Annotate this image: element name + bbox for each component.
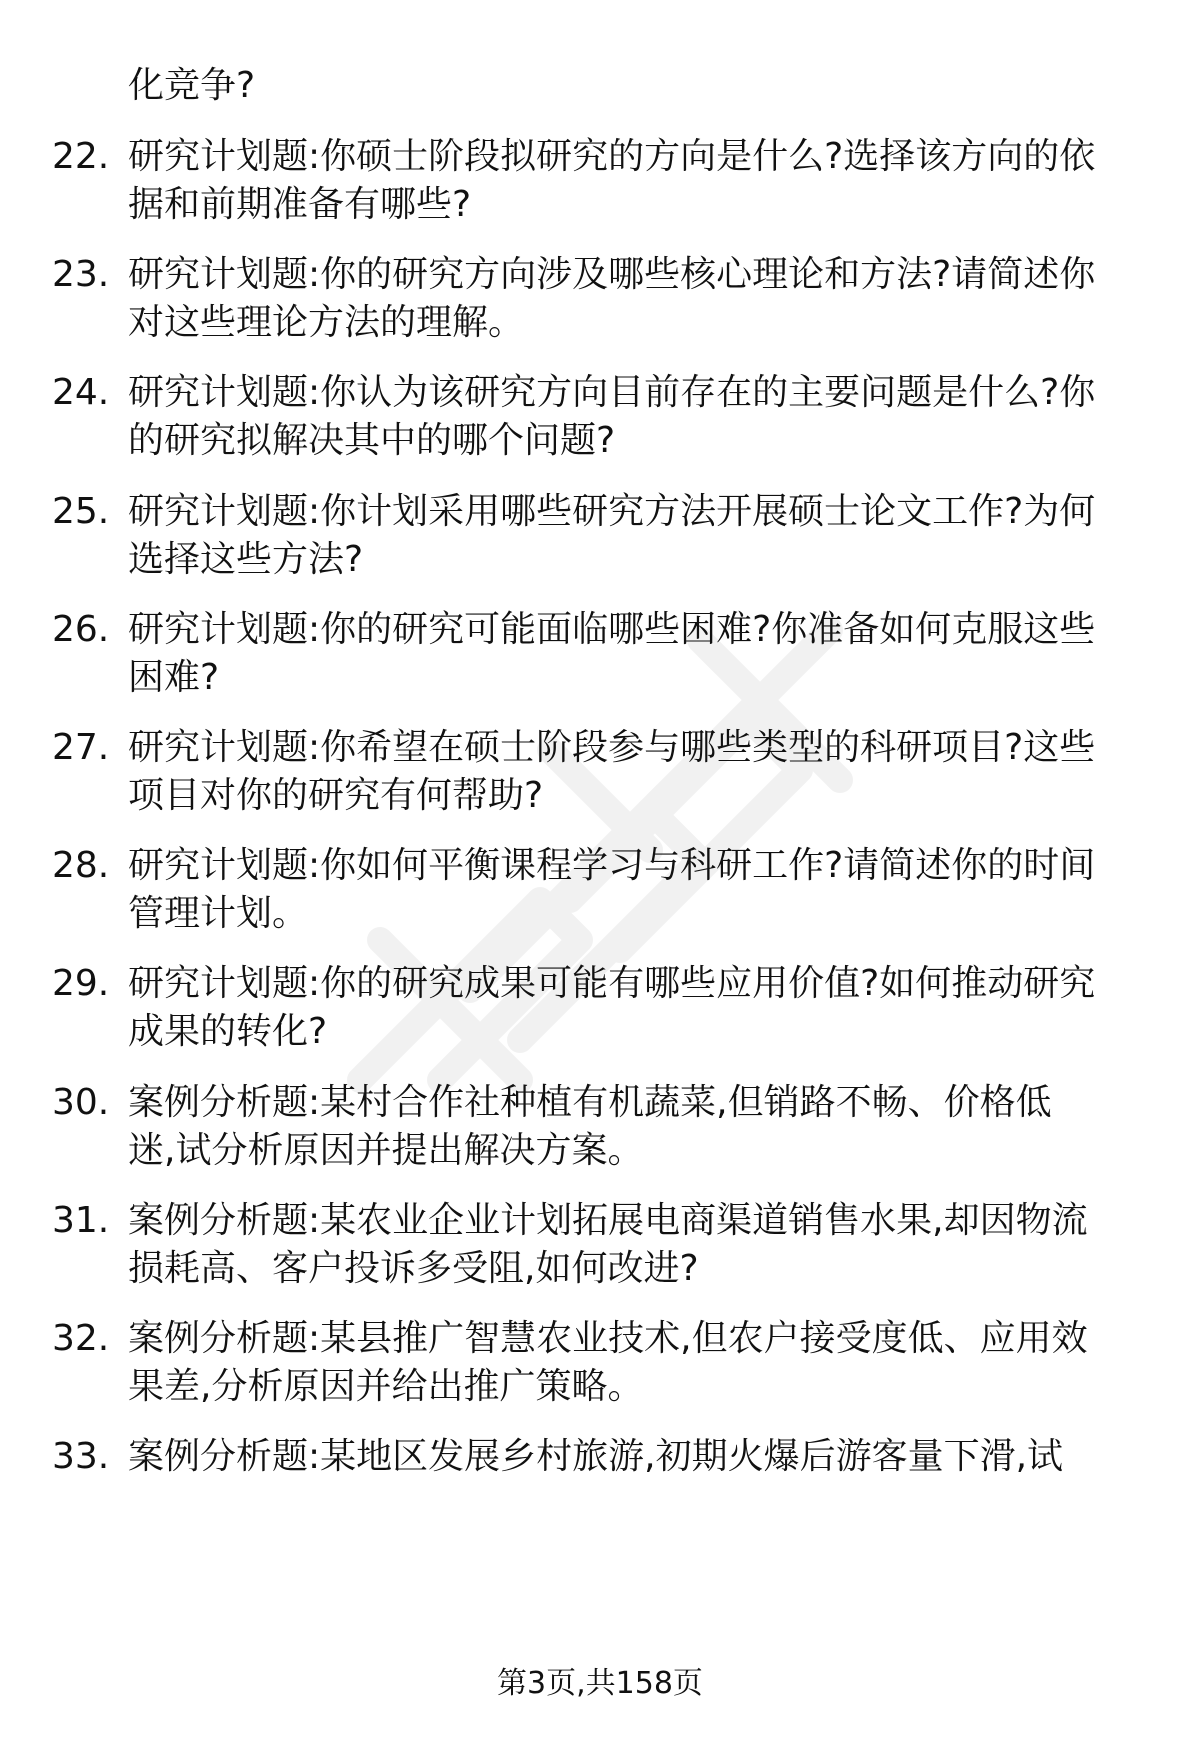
question-item xyxy=(0,842,1200,952)
question-number: 31. xyxy=(52,1199,110,1241)
page-number-footer: 第3页,共158页 xyxy=(497,1666,703,1701)
question-text-line: 研究计划题:你硕士阶段拟研究的方向是什么?选择该方向的依 xyxy=(128,136,1096,177)
question-text-line: 的研究拟解决其中的哪个问题? xyxy=(128,420,616,462)
question-item xyxy=(0,369,1200,479)
question-item xyxy=(0,960,1200,1070)
question-text-line: 研究计划题:你希望在硕士阶段参与哪些类型的科研项目?这些 xyxy=(128,727,1096,768)
question-text-line: 研究计划题:你的研究可能面临哪些困难?你准备如何克服这些 xyxy=(128,608,1096,650)
question-text-line: 对这些理论方法的理解。 xyxy=(128,302,525,344)
question-text xyxy=(128,724,1148,820)
question-item xyxy=(0,251,1200,361)
question-text-line: 管理计划。 xyxy=(128,893,309,935)
question-text-line: 案例分析题:某地区发展乡村旅游,初期火爆后游客量下滑,试 xyxy=(128,1436,1064,1478)
question-text xyxy=(128,842,1148,938)
question-text xyxy=(128,606,1148,702)
question-text xyxy=(128,1079,1148,1175)
question-text-line: 困难? xyxy=(128,656,220,698)
question-item xyxy=(0,1433,1200,1543)
question-text-line: 研究计划题:你如何平衡课程学习与科研工作?请简述你的时间 xyxy=(128,845,1096,887)
question-text-line: 研究计划题:你计划采用哪些研究方法开展硕士论文工作?为何 xyxy=(128,490,1096,532)
question-text-line: 果差,分析原因并给出推广策略。 xyxy=(128,1366,644,1407)
question-item xyxy=(0,1197,1200,1307)
question-text-line: 案例分析题:某农业企业计划拓展电商渠道销售水果,却因物流 xyxy=(128,1199,1088,1241)
question-text xyxy=(128,369,1148,465)
question-text xyxy=(128,251,1148,347)
question-text-line: 研究计划题:你的研究成果可能有哪些应用价值?如何推动研究 xyxy=(128,963,1096,1005)
question-number: 22. xyxy=(52,136,110,177)
question-number: 29. xyxy=(52,963,110,1005)
question-text-line: 成果的转化? xyxy=(128,1011,328,1053)
question-text xyxy=(128,1315,1148,1411)
question-text xyxy=(128,1433,1148,1481)
question-number: 24. xyxy=(52,372,110,414)
question-text-line: 项目对你的研究有何帮助? xyxy=(128,775,544,816)
question-number: 26. xyxy=(52,608,110,650)
question-text xyxy=(128,133,1148,229)
question-number: 32. xyxy=(52,1318,110,1359)
question-text-line: 案例分析题:某村合作社种植有机蔬菜,但销路不畅、价格低 xyxy=(128,1081,1052,1123)
question-text-line: 据和前期准备有哪些? xyxy=(128,184,472,225)
question-number: 23. xyxy=(52,254,110,296)
question-text-line: 案例分析题:某县推广智慧农业技术,但农户接受度低、应用效 xyxy=(128,1318,1088,1359)
question-text xyxy=(128,960,1148,1056)
question-item xyxy=(0,1315,1200,1425)
question-number: 25. xyxy=(52,490,110,532)
question-text-line: 损耗高、客户投诉多受阻,如何改进? xyxy=(128,1247,699,1289)
question-number: 30. xyxy=(52,1081,110,1123)
question-number: 33. xyxy=(52,1436,110,1478)
question-number: 27. xyxy=(52,727,110,768)
question-text xyxy=(128,1197,1148,1293)
question-text-line: 研究计划题:你认为该研究方向目前存在的主要问题是什么?你 xyxy=(128,372,1096,414)
question-text xyxy=(128,488,1148,584)
continued-question-text: 化竞争? xyxy=(128,65,256,106)
question-item xyxy=(0,1079,1200,1189)
question-item xyxy=(0,724,1200,834)
question-item xyxy=(0,606,1200,716)
question-text-line: 选择这些方法? xyxy=(128,538,364,580)
question-item xyxy=(0,488,1200,598)
question-number: 28. xyxy=(52,845,110,887)
question-text-line: 迷,试分析原因并提出解决方案。 xyxy=(128,1129,644,1171)
question-item xyxy=(0,133,1200,243)
question-text-line: 研究计划题:你的研究方向涉及哪些核心理论和方法?请简述你 xyxy=(128,254,1096,296)
